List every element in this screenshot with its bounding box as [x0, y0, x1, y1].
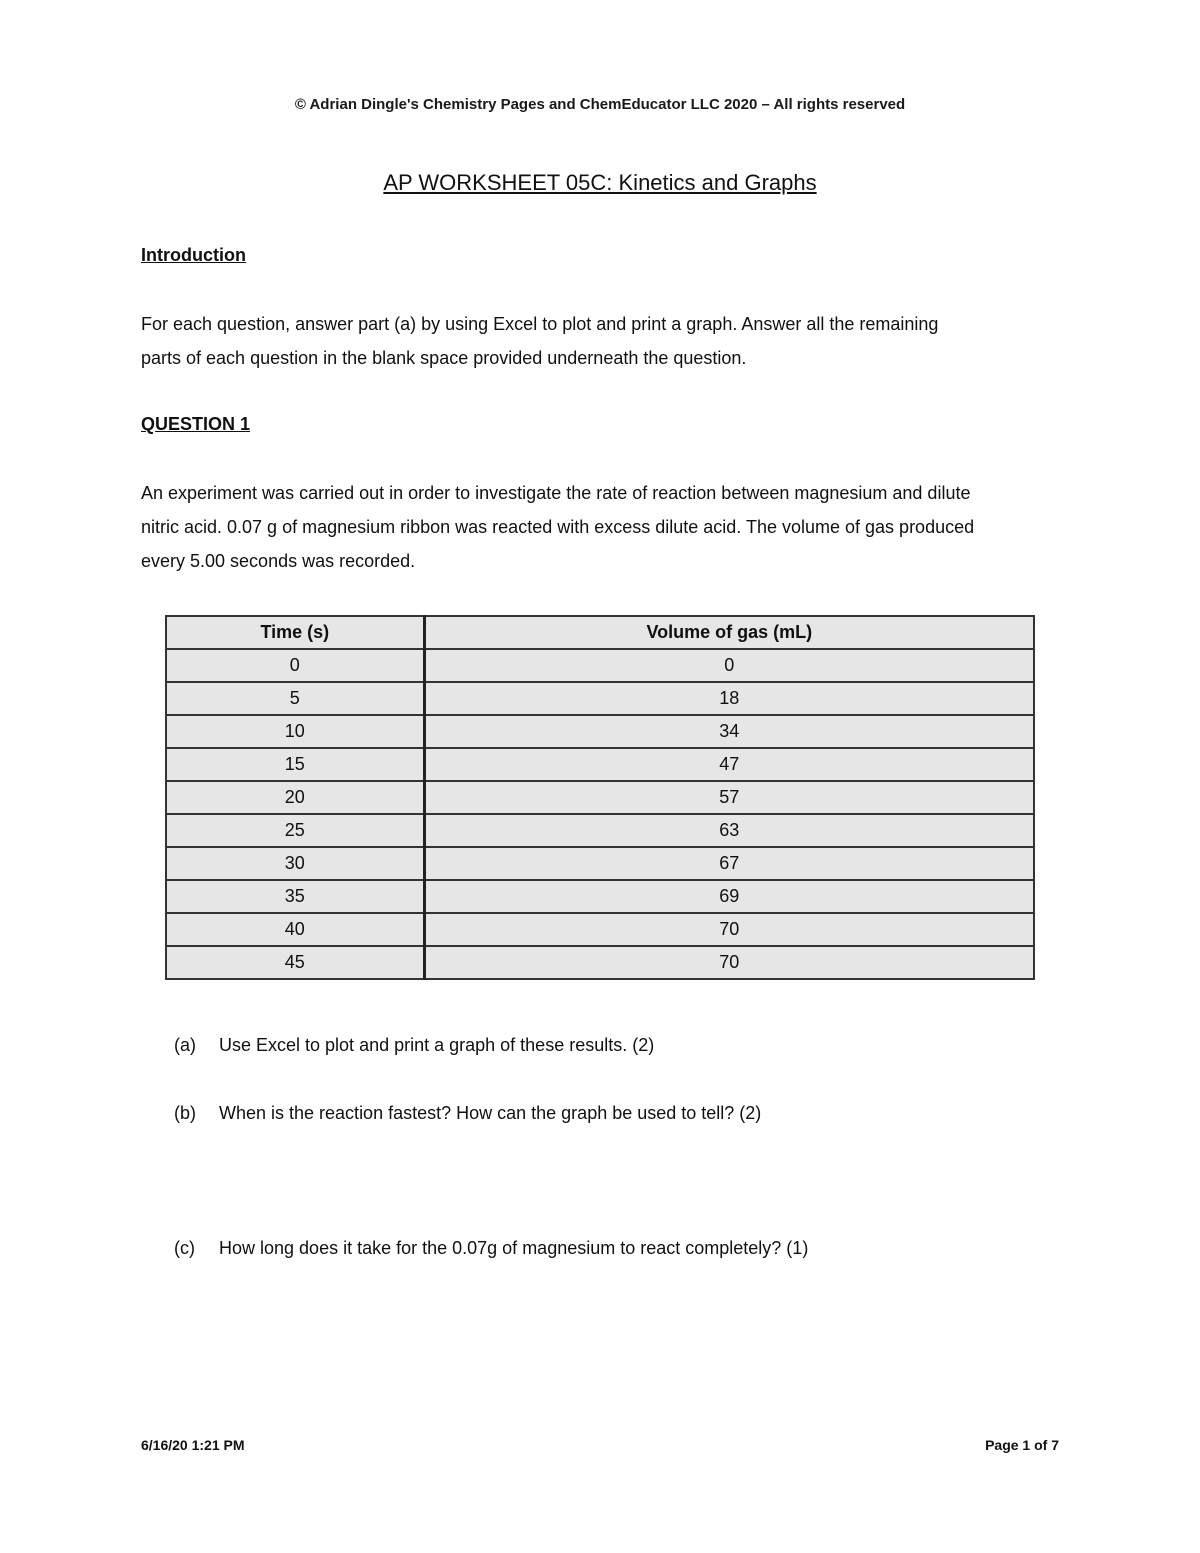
table-cell-time: 5: [166, 682, 424, 715]
table-cell-time: 0: [166, 649, 424, 682]
table-cell-volume: 47: [424, 748, 1034, 781]
table-header-time: Time (s): [166, 616, 424, 649]
table-cell-volume: 63: [424, 814, 1034, 847]
footer-page-number: Page 1 of 7: [985, 1437, 1059, 1453]
table-cell-time: 30: [166, 847, 424, 880]
table-cell-volume: 70: [424, 946, 1034, 979]
table-cell-time: 40: [166, 913, 424, 946]
copyright-header: © Adrian Dingle's Chemistry Pages and ChemEducator LLC 2020 – All rights reserved: [294, 96, 906, 113]
data-table: [165, 615, 1035, 980]
table-cell-time: 15: [166, 748, 424, 781]
table-cell-volume: 0: [424, 649, 1034, 682]
introduction-paragraph: [141, 307, 1071, 375]
question-1-line-2: nitric acid. 0.07 g of magnesium ribbon was reacted with excess dilute acid. The volume of gas produced: [141, 517, 975, 537]
question-part-b-label: (b): [174, 1103, 196, 1123]
table-row: [166, 814, 1034, 847]
question-part-c-label: (c): [174, 1238, 195, 1258]
footer-timestamp: 6/16/20 1:21 PM: [141, 1437, 245, 1453]
table-cell-time: 45: [166, 946, 424, 979]
table-cell-volume: 70: [424, 913, 1034, 946]
table-row: [166, 946, 1034, 979]
table-cell-volume: 57: [424, 781, 1034, 814]
table-header-volume: Volume of gas (mL): [424, 616, 1034, 649]
question-part-a: [174, 1035, 654, 1056]
table-cell-volume: 34: [424, 715, 1034, 748]
question-1-paragraph: [141, 476, 1071, 578]
table-row: [166, 847, 1034, 880]
table-cell-time: 20: [166, 781, 424, 814]
table-row: [166, 913, 1034, 946]
table-cell-volume: 67: [424, 847, 1034, 880]
table-header-row: [166, 616, 1034, 649]
question-1-line-3: every 5.00 seconds was recorded.: [141, 551, 416, 571]
table-row: [166, 682, 1034, 715]
question-part-b: [174, 1103, 761, 1124]
worksheet-title: AP WORKSHEET 05C: Kinetics and Graphs: [383, 170, 817, 195]
table-row: [166, 880, 1034, 913]
question-part-c-text: How long does it take for the 0.07g of magnesium to react completely? (1): [219, 1238, 809, 1258]
table-cell-time: 25: [166, 814, 424, 847]
table-cell-volume: 69: [424, 880, 1034, 913]
question-part-b-text: When is the reaction fastest? How can the graph be used to tell? (2): [219, 1103, 762, 1123]
table-cell-time: 35: [166, 880, 424, 913]
table-row: [166, 649, 1034, 682]
table-row: [166, 781, 1034, 814]
table-row: [166, 715, 1034, 748]
table-cell-time: 10: [166, 715, 424, 748]
introduction-line-2: parts of each question in the blank space provided underneath the question.: [141, 348, 747, 368]
question-part-c: [174, 1238, 808, 1259]
question-part-a-text: Use Excel to plot and print a graph of these results. (2): [219, 1035, 655, 1055]
question-1-heading: QUESTION 1: [141, 414, 251, 434]
question-part-a-label: (a): [174, 1035, 196, 1055]
table-row: [166, 748, 1034, 781]
question-1-line-1: An experiment was carried out in order to investigate the rate of reaction between magnesium and dilute: [141, 483, 971, 503]
introduction-line-1: For each question, answer part (a) by using Excel to plot and print a graph. Answer all the remaining: [141, 314, 939, 334]
introduction-heading: Introduction: [141, 245, 246, 265]
table-cell-volume: 18: [424, 682, 1034, 715]
